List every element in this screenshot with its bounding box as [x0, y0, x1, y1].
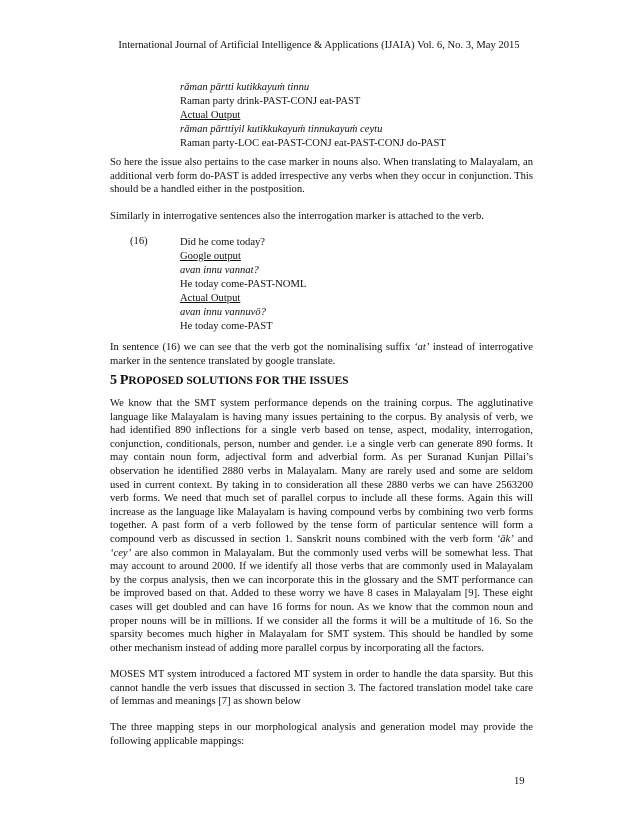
running-header: International Journal of Artificial Intelligence & Applications (IJAIA) Vol. 6, No. 3, May 2015: [118, 40, 520, 51]
example-line: avan innu vannat?: [180, 265, 259, 276]
paragraph-sentence-16: In sentence (16) we can see that the verb got the nominalising suffix ‘at’ instead of interrogative marker in the sentence translated by google translate.: [110, 342, 533, 367]
example-line: Actual Output: [180, 110, 241, 121]
paragraph-case-marker: So here the issue also pertains to the case marker in nouns also. When translating to Malayalam, an additional verb form do-PAST is added irrespective any verbs when they occur in conjunction. This should be a handled either in the postposition.: [110, 157, 533, 196]
example-line: avan innu vannuvō?: [180, 307, 266, 318]
example-line: Raman party drink-PAST-CONJ eat-PAST: [180, 96, 361, 107]
section-heading: 5 PROPOSED SOLUTIONS FOR THE ISSUES: [110, 373, 349, 388]
example-line: Google output: [180, 251, 241, 262]
paragraph-interrogative: Similarly in interrogative sentences also the interrogation marker is attached to the verb.: [110, 211, 484, 222]
example-line: He today come-PAST: [180, 321, 273, 332]
example-line: Raman party-LOC eat-PAST-CONJ eat-PAST-CONJ do-PAST: [180, 138, 446, 149]
example-line: Actual Output: [180, 293, 241, 304]
paragraph-mapping-steps: The three mapping steps in our morphological analysis and generation model may provide the following applicable mappings:: [110, 722, 533, 747]
page-number: 19: [514, 776, 525, 787]
paragraph-moses: MOSES MT system introduced a factored MT system in order to handle the data sparsity. But this cannot handle the verb issues that discussed in section 3. The factored translation model take care of lemmas and meanings [7] as shown below: [110, 669, 533, 708]
example-line: rāman pārtti kutikkayuṁ tinnu: [180, 82, 310, 93]
example-number: (16): [130, 236, 148, 247]
example-line: He today come-PAST-NOML: [180, 279, 307, 290]
example-line: Did he come today?: [180, 237, 266, 248]
paragraph-smt-corpus: We know that the SMT system performance depends on the training corpus. The agglutinative language like Malayalam is having many issues pertaining to the corpus. By analysis of verb, we had identified 890 inflections for a single verb based on tense, aspect, modality, interrogation, conjunction, conditionals, person, number and gender. i.e a single verb can generate 890 forms. It may contain noun form, adjectival form and adverbial form. As per Suranad Kunjan Pillai’s observation he identified 2880 verbs in Malayalam. Many are rarely used and some are seldom used in current context. By taking in to consideration all these 2880 verbs we can have 2563200 verb forms. We need that much set of parallel corpus to include all these forms. Again this will increase as the language like Malayalam is having compound verbs by combining two verb forms together. A past form of a verb followed by the tense form of particular sentence will form a compound verb as discussed in section 1. Sanskrit nouns combined with the verb form ‘āk’ and ‘cey’ are also common in Malayalam. But the commonly used verbs will be somewhat less. That may account to around 2000. If we identify all those verbs that are commonly used in Malayalam by the corpus analysis, then we can incorporate this in the glossary and the SMT performance can be improved based on that. Added to these worry we have 8 cases in Malayalam [9]. These eight cases will get doubled and can have 16 forms for noun. As we know that the common noun and proper nouns will be in millions. If we consider all the forms it will be a multitude of 16. So the sparsity becomes much higher in Malayalam for SMT system. This should be handled by some other mechanism instead of adding more parallel corpus by incorporating all the factors.: [110, 398, 533, 654]
example-line: rāman pārttiyil kutikkukayuṁ tinnukayuṁ ceytu: [180, 124, 383, 135]
